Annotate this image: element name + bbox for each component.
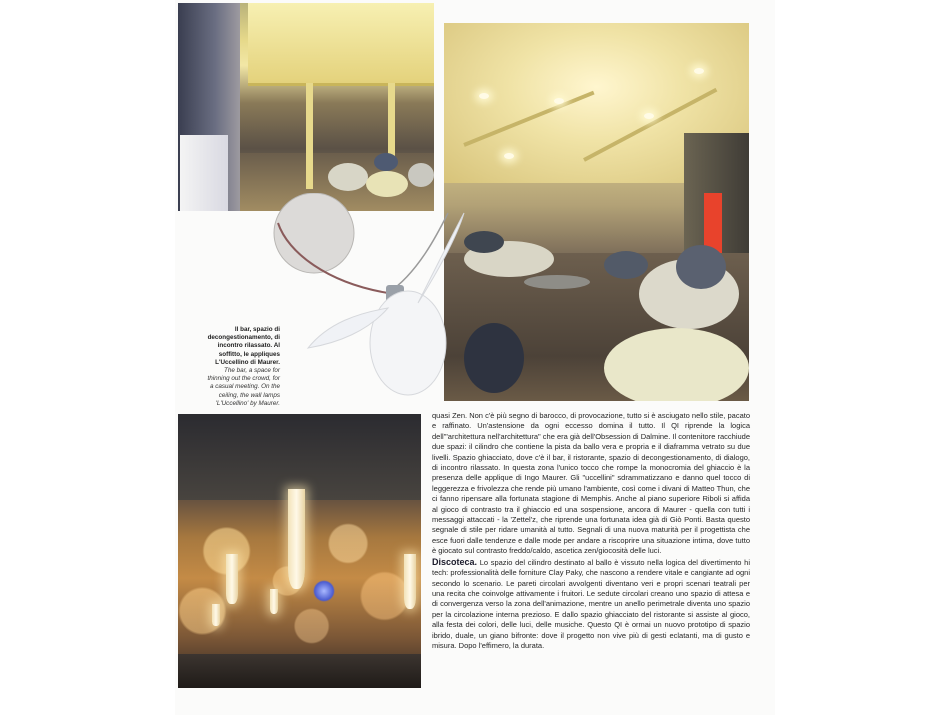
pebble-seat [374, 153, 398, 171]
article-paragraph-text: Lo spazio del cilindro destinato al ballo è vissuto nella logica del divertimento hi tech: professionalità delle forniture Clay Paky, che nascono a rendere vitale e cangiante ad ogni secondo lo scenario. Le pareti circolari avvolgenti diventano veri e propri scenari teatrali per una recita che coinvolge attivamente i fruitori. Le sedute circolari creano uno spazio di attesa e di convergenza verso la zona dell'animazione, mentre un anello perimetrale diventa uno spazio per la circolazione interna prezioso. E dallo spazio ghiacciato del ristorante si assiste al gioco, alla festa dei colori, delle luci, delle musiche. Questo QI è ormai un nuovo prototipo di spazio ibrido, duale, un giano bifronte: dove il progetto non vive più di gesti eclatanti, ma di gusto e misura. Dopo l'effimero, la durata. [432, 557, 750, 650]
uccellino-lamp-icon [268, 193, 468, 403]
pebble-sofa [464, 231, 504, 253]
caption-italian: Il bar, spazio di decongestionamento, di incontro rilassato. Al soffitto, le appliques L'Uccellino di Maurer. [207, 326, 280, 366]
pendant-lamp [404, 554, 416, 609]
bar-counter [180, 135, 228, 211]
article-paragraph: quasi Zen. Non c'è più segno di barocco, di provocazione, tutto si è asciugato nello stile, pacato e raffinato. Un'astensione da ogni eccesso domina il tutto. Il QI riprende la logica dell'"architettura nell'architettura" che era già dell'Obsession di Dalmine. Il contenitore racchiude due spazi: il cilindro che contiene la pista da ballo vera e propria e il diaframma vetrato su due livelli. Spazio ghiacciato, dove c'è il bar, il ristorante, spazio di decongestionamento, di dialogo, di incontro rilassato. In questa zona l'unico tocco che rompe la monocromia del ghiaccio è la presenza delle applique di Ingo Maurer. Gli "uccellini" sdrammatizzano e danno quel tocco di leggerezza e frivolezza che rende più umano l'ambiente, così come i divani di Matteo Thun, che ci fanno ripensare alla fortunata stagione di Memphis. Anche al piano superiore Riboli si affida al gioco di contrasto tra il ghiaccio ed una sospensione, ancora di Maurer - quella con tutti i messaggi attaccati - la 'Zettel'z, che riprende una fortunata idea già di Giò Ponti. Basta questo segnale di stile per ridare umanità al tutto. Segnali di una nuova maturità per il progettista che esce fuori dalle tendenze e dalle mode per andare a riscoprire una situazione intima, dove tutto è giocato sul contrasto freddo/caldo, ascetica zen/giocosità delle luci. [432, 411, 750, 556]
bar-ceiling [248, 3, 434, 86]
coffee-table [524, 275, 590, 289]
pebble-sofa [464, 323, 524, 393]
pendant-lamp [226, 554, 238, 604]
blue-light [313, 580, 335, 602]
pebble-sofa [604, 251, 648, 279]
article-body [432, 411, 750, 651]
pebble-sofa [604, 328, 749, 401]
pebble-seat [408, 163, 434, 187]
ceiling-light [504, 153, 514, 159]
pebble-sofa [676, 245, 726, 289]
disco-photo [178, 414, 421, 688]
ceiling-light [554, 98, 564, 104]
ceiling-light [479, 93, 489, 99]
pendant-lamp [212, 604, 220, 626]
column [306, 83, 313, 189]
pendant-lamp [288, 489, 305, 589]
ceiling-light [694, 68, 704, 74]
lighting-truss [178, 414, 421, 500]
article-paragraph [432, 557, 750, 652]
pendant-lamp [270, 589, 278, 614]
photo-caption [204, 326, 280, 408]
disco-floor [178, 654, 421, 688]
pebble-seat [328, 163, 368, 191]
column [388, 83, 395, 163]
lounge-photo [444, 23, 749, 401]
section-runin: Discoteca. [432, 556, 478, 567]
caption-english: The bar, a space for thinning out the crowd, for a casual meeting. On the ceiling, the wall lamps 'L'Uccellino' by Maurer. [207, 367, 280, 407]
ceiling-light [644, 113, 654, 119]
bar-photo [178, 3, 434, 211]
